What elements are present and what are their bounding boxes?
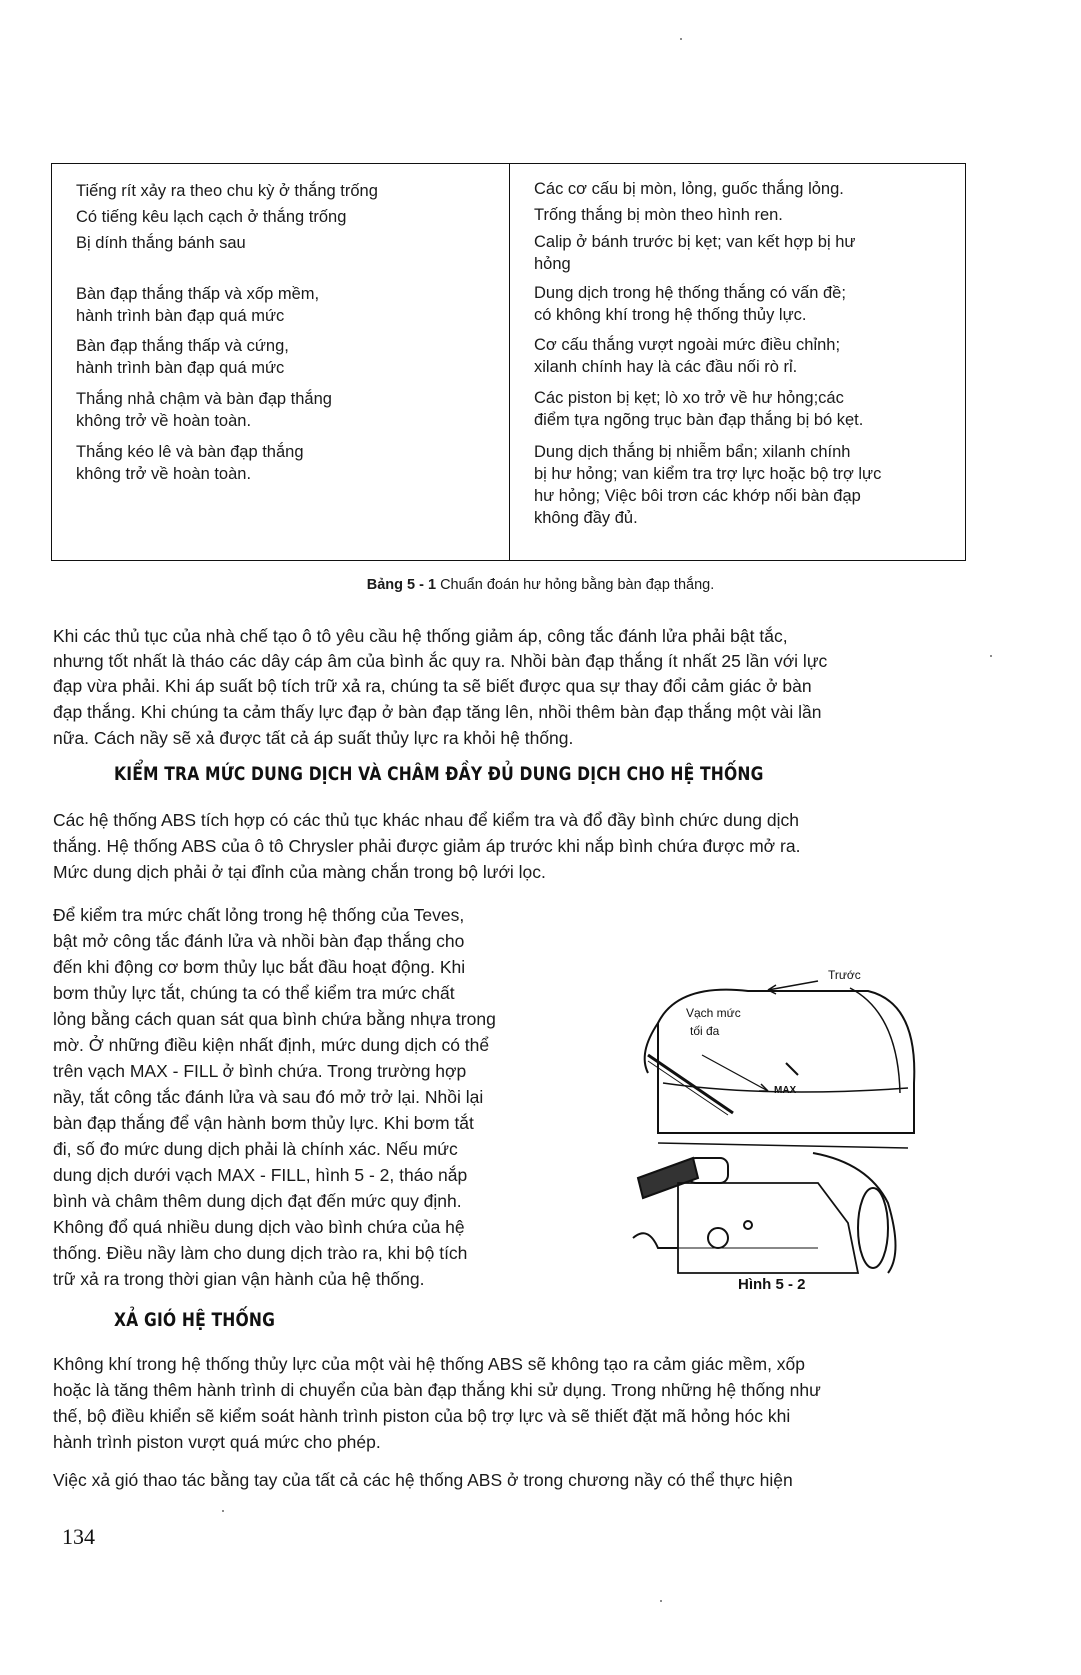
table-cause: có không khí trong hệ thống thủy lực.: [534, 306, 807, 324]
table-cause: Dung dịch thắng bị nhiễm bẩn; xilanh chính: [534, 443, 851, 461]
text-line: lỏng bằng cách quan sát qua bình chứa bằng nhựa trong: [53, 1009, 496, 1029]
table-cause: Dung dịch trong hệ thống thắng có vấn đề;: [534, 284, 846, 302]
table-cause: hỏng: [534, 255, 571, 273]
table-symptom: Bàn đạp thắng thấp và cứng,: [76, 337, 289, 355]
text-line: bình và châm thêm dung dịch đạt đến mức quy định.: [53, 1191, 462, 1211]
text-line: Khi các thủ tục của nhà chế tạo ô tô yêu cầu hệ thống giảm áp, công tắc đánh lửa phải bật tắc,: [53, 626, 788, 646]
text-line: trên vạch MAX - FILL ở bình chứa. Trong trường hợp: [53, 1061, 467, 1081]
text-line: mờ. Ở những điều kiện nhất định, mức dung dịch có thể: [53, 1035, 490, 1055]
table-column-divider: [509, 164, 510, 560]
table-caption-text: Chuẩn đoán hư hỏng bằng bàn đạp thắng.: [436, 577, 715, 593]
text-line: bàn đạp thắng để vận hành bơm thủy lực. Khi bơm tắt: [53, 1113, 474, 1133]
table-caption: [0, 577, 1081, 593]
page-number: 134: [62, 1524, 95, 1549]
text-line: đi, số đo mức dung dịch phải là chính xác. Nếu mức: [53, 1139, 458, 1159]
paragraph-manual-bleeding: Việc xả gió thao tác bằng tay của tất cả các hệ thống ABS ở trong chương nầy có thể thực hiện: [53, 1470, 793, 1490]
text-line: nữa. Cách nầy sẽ xả được tất cả áp suất thủy lực ra khỏi hệ thống.: [53, 728, 574, 748]
reservoir-illustration: [618, 963, 923, 1278]
text-line: thế, bộ điều khiển sẽ kiểm soát hành trình piston của bộ trợ lực và sẽ thiết đặt mã hỏng hóc khi: [53, 1406, 791, 1426]
scan-speck: [680, 38, 682, 40]
table-symptom: Tiếng rít xảy ra theo chu kỳ ở thắng trống: [76, 182, 378, 200]
text-line: bơm thủy lực tắt, chúng ta có thể kiểm tra mức chất: [53, 983, 455, 1003]
section-heading-fluid-check: KIỂM TRA MỨC DUNG DỊCH VÀ CHÂM ĐẦY ĐỦ DUNG DỊCH CHO HỆ THỐNG: [114, 763, 764, 785]
text-line: Để kiểm tra mức chất lỏng trong hệ thống của Teves,: [53, 905, 465, 925]
text-line: hoặc là tăng thêm hành trình di chuyển của bàn đạp thắng khi sử dụng. Trong những hệ thống như: [53, 1380, 821, 1400]
table-symptom: Có tiếng kêu lạch cạch ở thắng trống: [76, 208, 347, 226]
label-max: MAX: [774, 1085, 797, 1096]
table-symptom: hành trình bàn đạp quá mức: [76, 307, 285, 325]
label-max-mark-2: tối đa: [690, 1024, 720, 1038]
table-symptom: Bị dính thắng bánh sau: [76, 234, 246, 252]
table-cause: Các cơ cấu bị mòn, lỏng, guốc thắng lỏng.: [534, 180, 844, 198]
scan-speck: [222, 1510, 224, 1512]
text-line: thắng. Hệ thống ABS của ô tô Chrysler phải được giảm áp trước khi nắp bình chứa được mở ra.: [53, 836, 801, 856]
table-symptom: hành trình bàn đạp quá mức: [76, 359, 285, 377]
text-line: Các hệ thống ABS tích hợp có các thủ tục khác nhau để kiểm tra và đổ đầy bình chức dung dịch: [53, 810, 800, 830]
table-symptom: Thắng kéo lê và bàn đạp thắng: [76, 443, 304, 461]
text-line: trữ xả ra trong thời gian vận hành của hệ thống.: [53, 1269, 425, 1289]
text-line: đến khi động cơ bơm thủy lục bắt đầu hoạt động. Khi: [53, 957, 466, 977]
table-symptom: không trở về hoàn toàn.: [76, 465, 252, 483]
text-line: đạp thắng. Khi chúng ta cảm thấy lực đạp ở bàn đạp tăng lên, nhồi thêm bàn đạp thắng một vài lần: [53, 702, 822, 722]
table-cause: không đầy đủ.: [534, 509, 638, 527]
table-cause: hư hỏng; Việc bôi trơn các khớp nối bàn đạp: [534, 487, 861, 505]
table-cause: Các piston bị kẹt; lò xo trở về hư hỏng;các: [534, 389, 844, 407]
text-line: thống. Điều nầy làm cho dung dịch trào ra, khi bộ tích: [53, 1243, 468, 1263]
scan-speck: [660, 1600, 662, 1602]
table-symptom: Thắng nhả chậm và bàn đạp thắng: [76, 390, 332, 408]
text-line: nầy, tắt công tắc đánh lửa và sau đó mở trở lại. Nhồi lại: [53, 1087, 484, 1107]
text-line: bật mở công tắc đánh lửa và nhồi bàn đạp thắng cho: [53, 931, 465, 951]
table-cause: Calip ở bánh trước bị kẹt; van kết hợp bị hư: [534, 233, 856, 251]
text-line: dung dịch dưới vạch MAX - FILL, hình 5 - 2, tháo nắp: [53, 1165, 468, 1185]
label-max-mark-1: Vạch mức: [686, 1006, 741, 1020]
text-line: Không khí trong hệ thống thủy lực của một vài hệ thống ABS sẽ không tạo ra cảm giác mềm, xốp: [53, 1354, 806, 1374]
diagnosis-table: [51, 163, 966, 561]
text-line: đạp vừa phải. Khi áp suất bộ tích trữ xả ra, chúng ta sẽ biết được qua sự thay đổi cảm giác ở bàn: [53, 676, 812, 696]
table-cause: Cơ cấu thắng vượt ngoài mức điều chỉnh;: [534, 336, 841, 354]
scan-speck: [990, 655, 992, 657]
text-line: nhưng tốt nhất là tháo các dây cáp âm của bình ắc quy ra. Nhồi bàn đạp thắng ít nhất 25 lần với lực: [53, 651, 828, 671]
text-line: hành trình piston vượt quá mức cho phép.: [53, 1432, 381, 1452]
table-cause: xilanh chính hay là các đầu nối rò rỉ.: [534, 358, 798, 376]
table-symptom: không trở về hoàn toàn.: [76, 412, 252, 430]
table-caption-label: Bảng 5 - 1: [366, 577, 437, 593]
table-cause: Trống thắng bị mòn theo hình ren.: [534, 206, 783, 224]
table-cause: điểm tựa ngõng trục bàn đạp thắng bị bó kẹt.: [534, 411, 864, 429]
table-symptom: Bàn đạp thắng thấp và xốp mềm,: [76, 285, 320, 303]
table-cause: bị hư hỏng; van kiểm tra trợ lực hoặc bộ trợ lực: [534, 465, 882, 483]
text-line: Mức dung dịch phải ở tại đỉnh của màng chắn trong bộ lưới lọc.: [53, 862, 546, 882]
section-heading-bleeding: XẢ GIÓ HỆ THỐNG: [114, 1309, 276, 1331]
text-line: Không đổ quá nhiều dung dịch vào bình chứa của hệ: [53, 1217, 465, 1237]
figure-caption: Hình 5 - 2: [738, 1276, 806, 1293]
label-front: Trước: [828, 968, 861, 982]
